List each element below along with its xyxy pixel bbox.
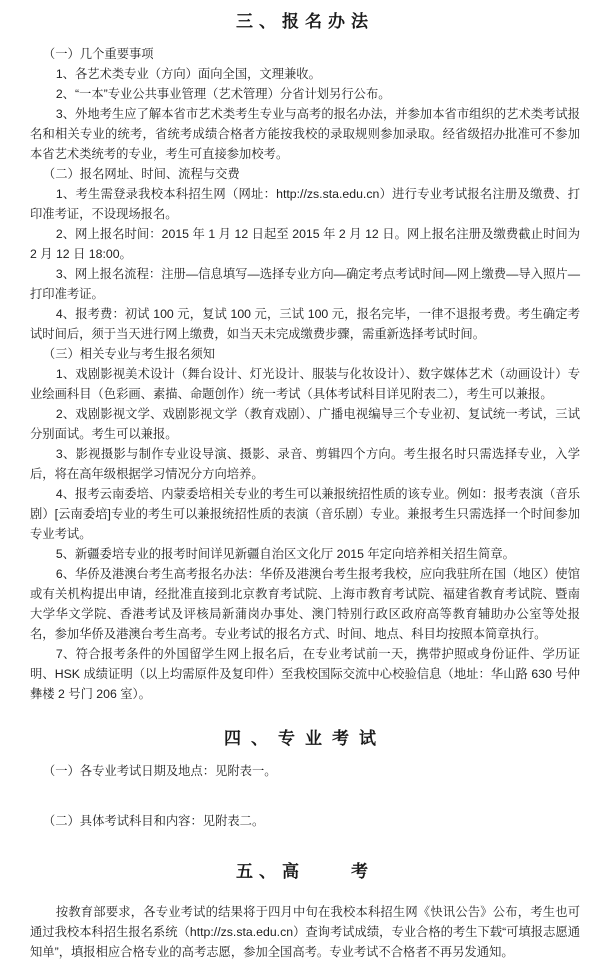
list-item: 1、各艺术类专业（方向）面向全国，文理兼收。 [55,67,321,81]
list-item: 1、考生需登录我校本科招生网（网址：http://zs.sta.edu.cn）进行专业考试报名注册及缴费、打印准考证，不设现场报名。 [30,187,580,221]
subsection-heading: （一）几个重要事项 [42,47,154,61]
list-item: 2、“一本”专业公共事业管理（艺术管理）分省计划另行公布。 [55,87,391,101]
list-item: 4、报考费：初试 100 元，复试 100 元，三试 100 元，报名完毕，一律不退报考费。考生确定考试时间后，须于当天进行网上缴费，如当天未完成缴费步骤，需重新选择考试时间。 [30,307,580,341]
subsection-heading: （三）相关专业与考生报名须知 [42,347,216,361]
section-title-gaokao: 五、高 考 [236,862,374,881]
list-item: 2、网上报名时间：2015 年 1 月 12 日起至 2015 年 2 月 12 日。网上报名注册及缴费截止时间为 2 月 12 日 18:00。 [30,227,584,261]
subsection-heading: （一）各专业考试日期及地点：见附表一。 [42,764,277,778]
subsection-heading: （二）具体考试科目和内容：见附表二。 [42,814,265,828]
list-item: 4、报考云南委培、内蒙委培相关专业的考生可以兼报统招性质的该专业。例如：报考表演（音乐剧）[云南委培]专业的考生可以兼报统招性质的表演（音乐剧）专业。兼报考生只需选择一个时间参加专业考试。 [30,487,580,541]
list-item: 1、戏剧影视美术设计（舞台设计、灯光设计、服装与化妆设计）、数字媒体艺术（动画设计）专业绘画科目（色彩画、素描、命题创作）统一考试（具体考试科目详见附表二），考生可以兼报。 [30,367,580,401]
list-item: 5、新疆委培专业的报考时间详见新疆自治区文化厅 2015 年定向培养相关招生简章。 [55,547,515,561]
body-paragraph: 按教育部要求，各专业考试的结果将于四月中旬在我校本科招生网《快讯公告》公布，考生也可通过我校本科招生报名系统（http://zs.sta.edu.cn）查询考试成绩，专业合格的考生下载“可填报志愿通知单”，填报相应合格专业的高考志愿，参加全国高考。专业考试不合格者不再另发通知。 [30,905,580,959]
section-gaokao [30,857,580,962]
list-item: 2、戏剧影视文学、戏剧影视文学（教育戏剧）、广播电视编导三个专业初、复试统一考试，三试分别面试。考生可以兼报。 [30,407,580,441]
list-item: 3、外地考生应了解本省市艺术类考生专业与高考的报名办法，并参加本省市组织的艺术类考试报名和相关专业的统考，省统考成绩合格者方能按我校的录取规则参加录取。经省级招办批准可不参加本省艺术类统考的专业，考生可直接参加校考。 [30,107,580,161]
list-item: 3、影视摄影与制作专业设导演、摄影、录音、剪辑四个方向。考生报名时只需选择专业，入学后，将在高年级根据学习情况分方向培养。 [30,447,580,481]
section-professional-exam [30,724,580,831]
section-registration [30,7,584,704]
section-title-registration: 三、报名办法 [236,12,374,31]
list-item: 6、华侨及港澳台考生高考报名办法：华侨及港澳台考生报考我校，应向我驻所在国（地区）使馆或有关机构提出申请，经批准直接到北京教育考试院、上海市教育考试院、福建省教育考试院、暨南大学华文学院、香港考试及评核局新蒲岗办事处、澳门特别行政区政府高等教育辅助办公室等处报名，参加华侨及港澳台考生高考。专业考试的报名方式、时间、地点、科目均按照本简章执行。 [30,567,580,641]
list-item: 7、符合报考条件的外国留学生网上报名后，在专业考试前一天，携带护照或身份证件、学历证明、HSK 成绩证明（以上均需原件及复印件）至我校国际交流中心校验信息（地址：华山路 630 号仲彝楼 2 号门 206 室）。 [30,647,580,701]
subsection-heading: （二）报名网址、时间、流程与交费 [42,167,240,181]
section-title-professional-exam: 四、专业考试 [224,729,386,748]
list-item: 3、网上报名流程：注册—信息填写—选择专业方向—确定考点考试时间—网上缴费—导入照片—打印准考证。 [30,267,580,301]
